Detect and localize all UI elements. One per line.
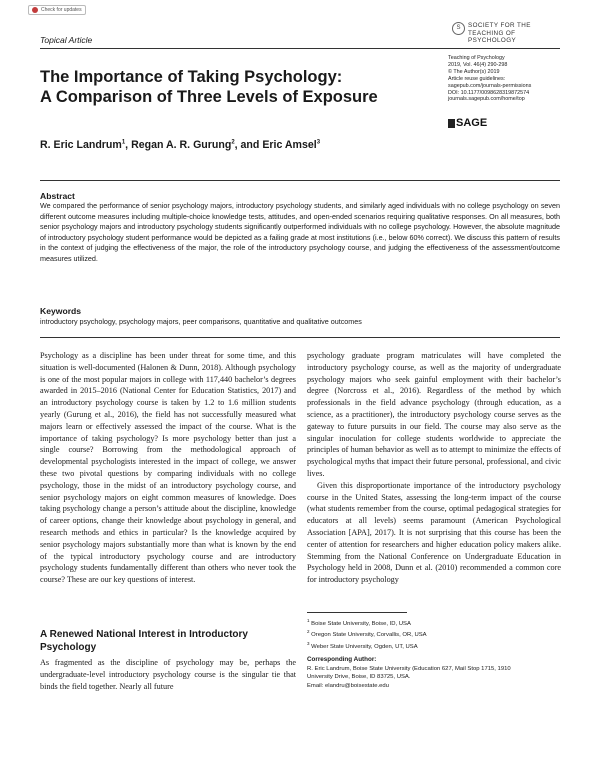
check-for-updates-badge[interactable] bbox=[28, 5, 86, 15]
body-paragraph: As fragmented as the discipline of psychology may be, perhaps the undergraduate-level introductory psychology course is the singular tie that binds the field together. Nearly all future bbox=[40, 658, 296, 691]
sage-mark-icon bbox=[448, 119, 455, 128]
doi[interactable]: DOI: 10.1177/0098628319872574 bbox=[448, 89, 530, 96]
author-name[interactable]: R. Eric Landrum bbox=[40, 139, 122, 151]
section-heading: A Renewed National Interest in Introductory Psychology bbox=[40, 629, 248, 653]
journal-metadata bbox=[448, 55, 588, 103]
affiliation-marker: 1 bbox=[121, 139, 126, 146]
affiliation-marker: 2 bbox=[231, 139, 235, 146]
affiliation-item bbox=[307, 617, 561, 628]
article-title bbox=[40, 67, 440, 107]
title-line-1: The Importance of Taking Psychology: bbox=[40, 68, 343, 86]
body-left-column bbox=[40, 350, 296, 586]
header-divider bbox=[40, 48, 560, 49]
body-paragraph: Psychology as a discipline has been under threat for some time, and this situation is well-documented (Halonen & Dunn, 2018). Although psychology is one of the most popular majors in college with 117,440 bachelor’s degrees awarded in 2015–2016 (National Center for Education Statistics, 2017) and an introductory psychology course is taken by 1.2 to 1.6 million students yearly (Gurung et al., 2016), the field has not successfully measured what majors learn or effectively assessed the impact of the course. What is the importance of taking psychology? Is more psychology better than just a single course? Borrowing from the methodological approach of developmental psychologists interested in the impact of college, we answer these two pivotal questions by comparing individuals with no college psychology, those in the midst of an introductory psychology course, and senior psychology majors on eight common measures of knowledge. Does taking psychology change a person’s attitude about the discipline, knowledge of career options, change their knowledge about psychology in general, and research methods and ethics in particular? Is the knowledge acquired by senior psychology majors substantially more than what is known by the end of the typical introductory psychology course and are introductory psychology students fundamentally different than others who never took the course? These are our key questions of interest. bbox=[40, 351, 296, 585]
footnote-divider bbox=[307, 612, 407, 613]
journal-volume: 2019, Vol. 46(4) 290-298 bbox=[448, 61, 508, 68]
author-separator: , and bbox=[234, 139, 263, 151]
journal-home-link[interactable]: journals.sagepub.com/home/top bbox=[448, 96, 525, 103]
affiliation-number: 1 bbox=[307, 618, 310, 623]
affiliation-marker: 3 bbox=[316, 139, 321, 146]
author-name[interactable]: Eric Amsel bbox=[262, 139, 317, 151]
affiliation-text: Boise State University, Boise, ID, USA bbox=[311, 620, 411, 627]
society-logo bbox=[452, 22, 563, 45]
author-list bbox=[40, 139, 320, 151]
affiliation-item bbox=[307, 640, 561, 651]
keywords-text: introductory psychology, psychology majors, peer comparisons, quantitative and qualitative outcomes bbox=[40, 317, 362, 326]
title-line-2: A Comparison of Three Levels of Exposure bbox=[40, 88, 378, 106]
copyright: © The Author(s) 2019 bbox=[448, 68, 500, 75]
permissions-link[interactable]: sagepub.com/journals-permissions bbox=[448, 82, 532, 89]
body-left-column-cont bbox=[40, 657, 296, 692]
affiliation-number: 2 bbox=[307, 629, 310, 635]
reuse-guidelines-label: Article reuse guidelines: bbox=[448, 75, 506, 82]
journal-name: Teaching of Psychology bbox=[448, 55, 505, 61]
affiliation-text: Oregon State University, Corvallis, OR, USA bbox=[311, 632, 427, 639]
publisher-name: SAGE bbox=[456, 117, 488, 129]
author-name[interactable]: Regan A. R. Gurung bbox=[131, 139, 232, 151]
body-paragraph: psychology graduate program matriculates will have completed the introductory psychology course, as well as the majority of undergraduate psychology majors who seek gainful employment with their bachelor’s degree (Norcross et al., 2016). Regardless of the method by which professionals in the field advance psychology (through education, as a science, as a practitioner), the introductory psychology course serves as the gateway to future pursuits in our field. The course may also serve as the singular inoculation for college students worldwide to appreciate the principles of human behavior as well as to attempt to minimize the effects of psychological myths that impact their future personal, professional, and civic lives. bbox=[307, 351, 561, 478]
affiliations bbox=[307, 617, 561, 651]
corresponding-email[interactable]: Email: elandru@boisestate.edu bbox=[307, 682, 389, 689]
author-separator: , bbox=[125, 139, 132, 151]
publisher-logo bbox=[448, 117, 487, 129]
corresponding-address-line: University Drive, Boise, ID 83725, USA. bbox=[307, 674, 411, 681]
badge-label: Check for updates bbox=[41, 7, 82, 13]
corresponding-address-line: R. Eric Landrum, Boise State University (Education 627, Mail Stop 1715, 1910 bbox=[307, 666, 511, 672]
body-paragraph: Given this disproportionate importance of the introductory psychology course in the United States, assessing the long-term impact of the course (what students remember from the course, optimal pedagogical strategies for educators at all levels) seems paramount (American Psychological Association [APA], 2017). It is not surprising that this course has been the center of attention for researchers and higher education policy makers alike. Stemming from the National Conference on Undergraduate Education in Psychology held in 2008, Dunn et al. (2010) recommended a common core for introductory psychology bbox=[307, 480, 561, 585]
society-mark-icon: S bbox=[452, 22, 465, 35]
update-icon bbox=[32, 7, 38, 13]
keywords-heading: Keywords bbox=[40, 306, 82, 316]
abstract-divider bbox=[40, 180, 560, 181]
keywords-divider bbox=[40, 337, 560, 338]
body-right-column bbox=[307, 350, 561, 586]
affiliation-number: 3 bbox=[307, 640, 310, 646]
corresponding-author-heading: Corresponding Author: bbox=[307, 656, 377, 663]
corresponding-author-details bbox=[307, 665, 561, 690]
society-name: SOCIETY FOR THE TEACHING OF PSYCHOLOGY bbox=[468, 22, 531, 44]
article-section-label: Topical Article bbox=[40, 35, 93, 45]
affiliation-item bbox=[307, 628, 561, 639]
abstract-text: We compared the performance of senior psychology majors, introductory psychology students, and similarly aged individuals with no college psychology on seven different outcome measures including multiple-choice knowledge tests, attitudes, and open-ended scenarios requiring qualitative responses. On all measures, both senior psychology majors and introductory psychology students significantly outperformed individuals with no college psychology. However, the absolute magnitude of introductory psychology student performance would be depicted as a failing grade at most institutions (i.e., below 60% correct). We discuss this pattern of results in the context of judging the effectiveness of the major, the role of the introductory psychology course, and judging the effectiveness of the assessment/outcome measures utilized. bbox=[40, 201, 560, 263]
abstract-heading: Abstract bbox=[40, 191, 75, 201]
affiliation-text: Weber State University, Ogden, UT, USA bbox=[311, 643, 418, 650]
